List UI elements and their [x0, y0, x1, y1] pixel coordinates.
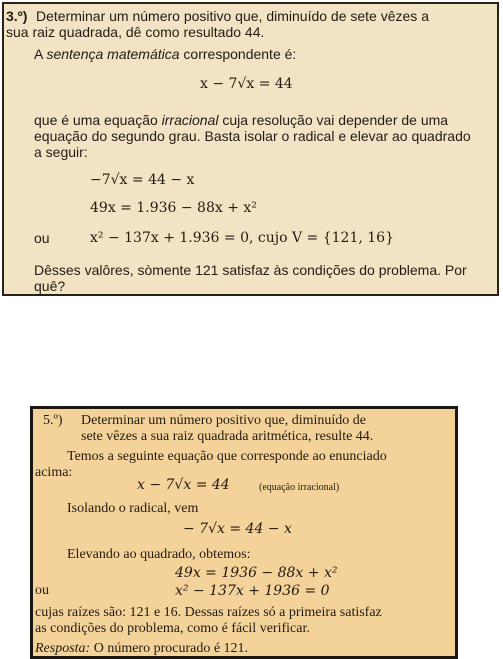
main-equation: x − 7√x = 44 [137, 477, 230, 493]
step-1-equation: −7√x = 44 − x [90, 172, 195, 188]
square-equation: 49x = 1936 − 88x + x² [175, 565, 338, 581]
equation-note: (equação irracional) [259, 482, 340, 493]
sentence-intro: A sentença matemática correspondente é: [34, 46, 297, 62]
irrational-line-1: que é uma equação irracional cuja resolução vai depender de uma [34, 112, 449, 128]
ou-label: ou [35, 583, 49, 598]
statement-line-1: Determinar um número positivo que, diminuído de sete vêzes a [36, 8, 429, 24]
statement-line-2: sua raiz quadrada, dê como resultado 44. [6, 24, 265, 40]
roots-line-2: as condições do problema, como é fácil verificar. [35, 621, 310, 636]
statement-line-1: Determinar um número positivo que, diminuído de [81, 413, 367, 428]
main-equation: x − 7√x = 44 [200, 76, 293, 92]
problem-number: 3.º) [6, 8, 28, 24]
irrational-line-2: equação do segundo grau. Basta isolar o radical e elevar ao quadrado [34, 128, 471, 144]
square-text: Elevando ao quadrado, obtemos: [67, 547, 251, 562]
intro-line-2: acima: [35, 465, 73, 480]
conclusion-line-2: quê? [34, 278, 66, 294]
answer-line [35, 641, 248, 657]
irrational-line-3: a seguir: [34, 144, 88, 160]
intro-line-1: Temos a seguinte equação que corresponde ao enunciado [67, 449, 387, 464]
roots-line-1: cujas raízes são: 121 e 16. Dessas raízes só a primeira satisfaz [35, 605, 382, 620]
ou-label: ou [34, 230, 50, 246]
isolate-equation: − 7√x = 44 − x [183, 521, 292, 537]
problem-number: 5.º) [43, 413, 63, 428]
statement-line-2: sete vêzes a sua raiz quadrada aritmética, resulte 44. [81, 429, 374, 444]
step-2-equation: 49x = 1.936 − 88x + x² [90, 200, 257, 216]
textbook-excerpt-problem-5 [30, 406, 458, 659]
answer-text: O número procurado é 121. [90, 641, 249, 656]
step-3-equation: x² − 137x + 1.936 = 0, cujo V = {121, 16} [90, 230, 394, 246]
answer-label: Resposta: [35, 641, 91, 656]
conclusion-line-1: Dêsses valôres, sòmente 121 satisfaz às condições do problema. Por [34, 262, 467, 278]
isolate-text: Isolando o radical, vem [67, 501, 199, 516]
textbook-excerpt-problem-3 [2, 2, 499, 296]
quadratic-equation: x² − 137x + 1936 = 0 [175, 583, 330, 599]
